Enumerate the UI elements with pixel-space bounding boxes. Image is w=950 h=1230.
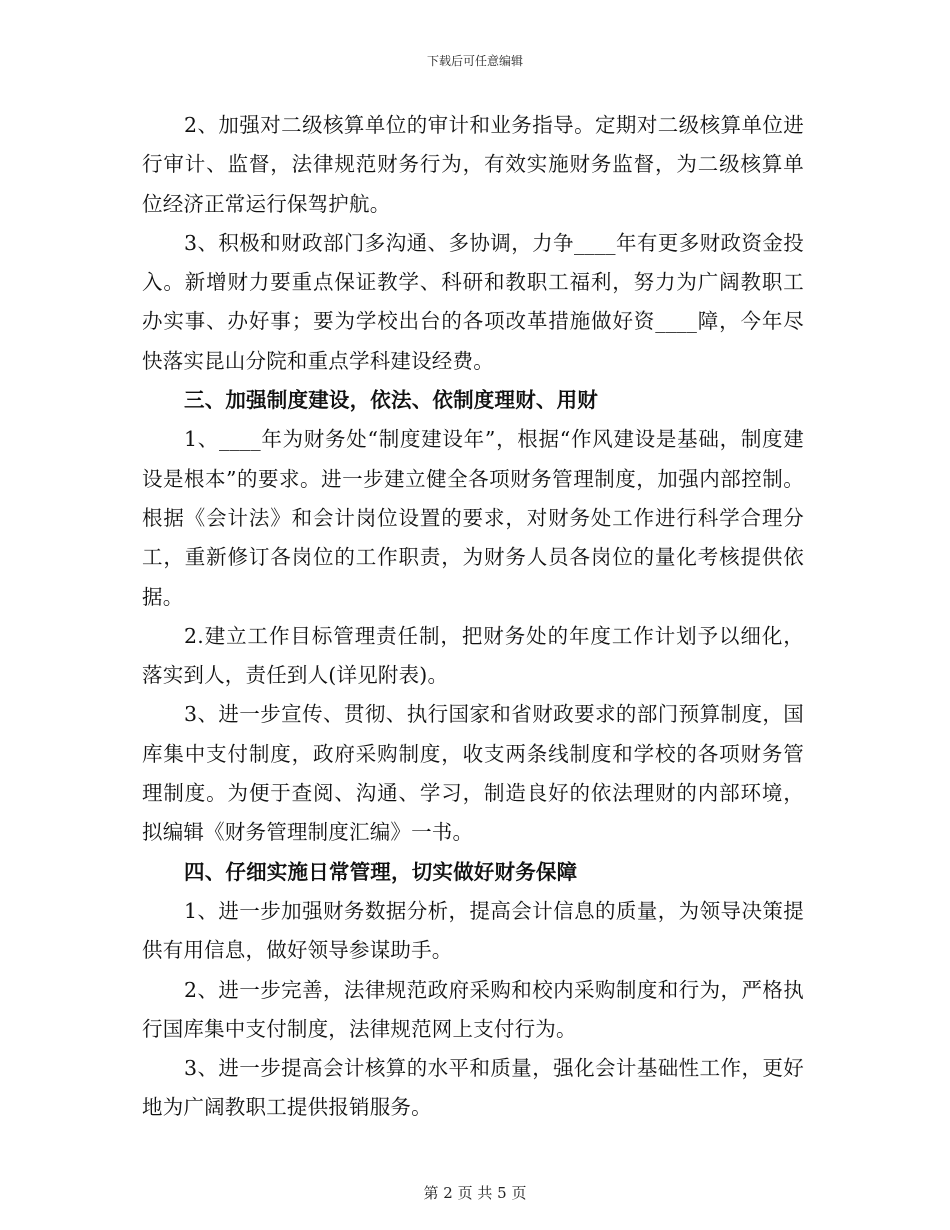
document-body <box>142 106 804 1128</box>
paragraph-2-audit-guidance: 2、加强对二级核算单位的审计和业务指导。定期对二级核算单位进行审计、监督，法律规范财务行为，有效实施财务监督，为二级核算单位经济正常运行保驾护航。 <box>142 113 804 216</box>
section-heading-4: 四、仔细实施日常管理，切实做好财务保障 <box>184 859 578 884</box>
paragraph-3-policy-compilation: 3、进一步宣传、贯彻、执行国家和省财政要求的部门预算制度，国库集中支付制度，政府采购制度，收支两条线制度和学校的各项财务管理制度。为便于查阅、沟通、学习，制造良好的依法理财的内部环境，拟编辑《财务管理制度汇编》一书。 <box>142 702 804 845</box>
paragraph-3-fiscal-communication: 3、积极和财政部门多沟通、多协调，力争____年有更多财政资金投入。新增财力要重点保证教学、科研和教职工福利，努力为广阔教职工办实事、办好事；要为学校出台的各项改革措施做好资____障，今年尽快落实昆山分院和重点学科建设经费。 <box>142 230 804 373</box>
paragraph-3-accounting-quality: 3、进一步提高会计核算的水平和质量，强化会计基础性工作，更好地为广阔教职工提供报销服务。 <box>142 1056 804 1120</box>
page-footer: 第 2 页 共 5 页 <box>423 1184 527 1202</box>
paragraph-1-data-analysis: 1、进一步加强财务数据分析，提高会计信息的质量，为领导决策提供有用信息，做好领导参谋助手。 <box>142 898 804 963</box>
page-header: 下载后可任意编辑 <box>426 54 523 68</box>
section-heading-3: 三、加强制度建设，依法、依制度理财、用财 <box>184 388 598 413</box>
paragraph-2-target-responsibility: 2.建立工作目标管理责任制，把财务处的年度工作计划予以细化，落实到人，责任到人(详见附表)。 <box>142 623 804 688</box>
paragraph-1-system-building-year: 1、____年为财务处“制度建设年”，根据“作风建设是基础，制度建设是根本”的要求。进一步建立健全各项财务管理制度，加强内部控制。根据《会计法》和会计岗位设置的要求，对财务处工作进行科学合理分工，重新修订各岗位的工作职责，为财务人员各岗位的量化考核提供依据。 <box>142 427 804 609</box>
paragraph-2-procurement: 2、进一步完善，法律规范政府采购和校内采购制度和行为，严格执行国库集中支付制度，法律规范网上支付行为。 <box>142 977 804 1041</box>
